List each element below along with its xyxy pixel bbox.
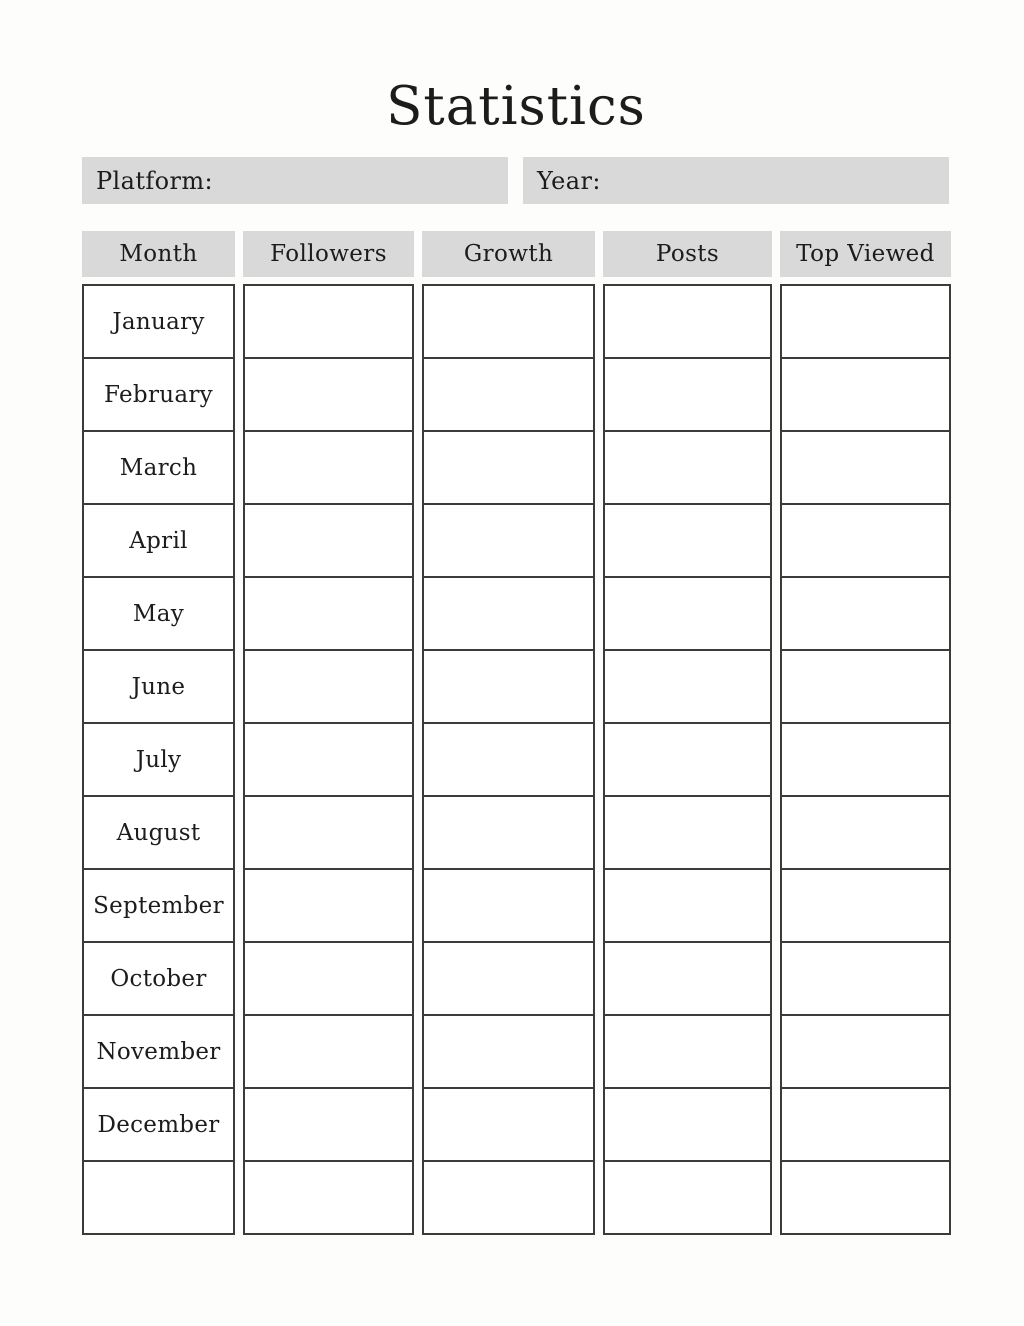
table-column-month (82, 284, 235, 1235)
followers-cell[interactable] (243, 1014, 414, 1089)
followers-cell[interactable] (243, 1087, 414, 1162)
month-cell-september: September (82, 868, 235, 943)
column-header-month: Month (82, 231, 235, 277)
posts-cell[interactable] (603, 868, 772, 943)
month-cell[interactable] (82, 1160, 235, 1235)
top-viewed-cell[interactable] (780, 503, 951, 578)
posts-cell[interactable] (603, 357, 772, 432)
top-viewed-cell[interactable] (780, 284, 951, 359)
month-cell-may: May (82, 576, 235, 651)
top-viewed-cell[interactable] (780, 795, 951, 870)
followers-cell[interactable] (243, 576, 414, 651)
followers-cell[interactable] (243, 868, 414, 943)
growth-cell[interactable] (422, 795, 595, 870)
top-viewed-cell[interactable] (780, 722, 951, 797)
table-header-row (82, 231, 950, 277)
table-column-top-viewed (780, 284, 951, 1235)
posts-cell[interactable] (603, 503, 772, 578)
growth-cell[interactable] (422, 430, 595, 505)
top-viewed-cell[interactable] (780, 357, 951, 432)
month-cell-july: July (82, 722, 235, 797)
month-cell-march: March (82, 430, 235, 505)
growth-cell[interactable] (422, 576, 595, 651)
table-column-followers (243, 284, 414, 1235)
top-viewed-cell[interactable] (780, 576, 951, 651)
followers-cell[interactable] (243, 1160, 414, 1235)
followers-cell[interactable] (243, 649, 414, 724)
year-field[interactable] (523, 157, 949, 204)
growth-cell[interactable] (422, 1160, 595, 1235)
fields-row (82, 157, 950, 204)
month-cell-february: February (82, 357, 235, 432)
posts-cell[interactable] (603, 1087, 772, 1162)
column-header-top-viewed: Top Viewed (780, 231, 951, 277)
table-body (82, 284, 950, 1235)
posts-cell[interactable] (603, 941, 772, 1016)
followers-cell[interactable] (243, 941, 414, 1016)
page-content (82, 74, 950, 1235)
growth-cell[interactable] (422, 284, 595, 359)
page-title: Statistics (386, 76, 646, 137)
month-cell-april: April (82, 503, 235, 578)
month-cell-august: August (82, 795, 235, 870)
year-field-label: Year: (537, 166, 601, 195)
growth-cell[interactable] (422, 357, 595, 432)
top-viewed-cell[interactable] (780, 868, 951, 943)
posts-cell[interactable] (603, 722, 772, 797)
posts-cell[interactable] (603, 284, 772, 359)
platform-field-label: Platform: (96, 166, 214, 195)
month-cell-june: June (82, 649, 235, 724)
growth-cell[interactable] (422, 1014, 595, 1089)
month-cell-october: October (82, 941, 235, 1016)
posts-cell[interactable] (603, 576, 772, 651)
column-header-growth: Growth (422, 231, 595, 277)
posts-cell[interactable] (603, 795, 772, 870)
month-cell-december: December (82, 1087, 235, 1162)
month-cell-january: January (82, 284, 235, 359)
posts-cell[interactable] (603, 430, 772, 505)
column-header-followers: Followers (243, 231, 414, 277)
column-header-posts: Posts (603, 231, 772, 277)
growth-cell[interactable] (422, 1087, 595, 1162)
top-viewed-cell[interactable] (780, 1087, 951, 1162)
followers-cell[interactable] (243, 284, 414, 359)
top-viewed-cell[interactable] (780, 1014, 951, 1089)
posts-cell[interactable] (603, 649, 772, 724)
top-viewed-cell[interactable] (780, 1160, 951, 1235)
month-cell-november: November (82, 1014, 235, 1089)
top-viewed-cell[interactable] (780, 941, 951, 1016)
growth-cell[interactable] (422, 941, 595, 1016)
top-viewed-cell[interactable] (780, 430, 951, 505)
posts-cell[interactable] (603, 1014, 772, 1089)
followers-cell[interactable] (243, 503, 414, 578)
followers-cell[interactable] (243, 722, 414, 797)
growth-cell[interactable] (422, 649, 595, 724)
platform-field[interactable] (82, 157, 508, 204)
table-column-posts (603, 284, 772, 1235)
followers-cell[interactable] (243, 357, 414, 432)
table-column-growth (422, 284, 595, 1235)
growth-cell[interactable] (422, 868, 595, 943)
growth-cell[interactable] (422, 722, 595, 797)
followers-cell[interactable] (243, 795, 414, 870)
top-viewed-cell[interactable] (780, 649, 951, 724)
growth-cell[interactable] (422, 503, 595, 578)
followers-cell[interactable] (243, 430, 414, 505)
posts-cell[interactable] (603, 1160, 772, 1235)
